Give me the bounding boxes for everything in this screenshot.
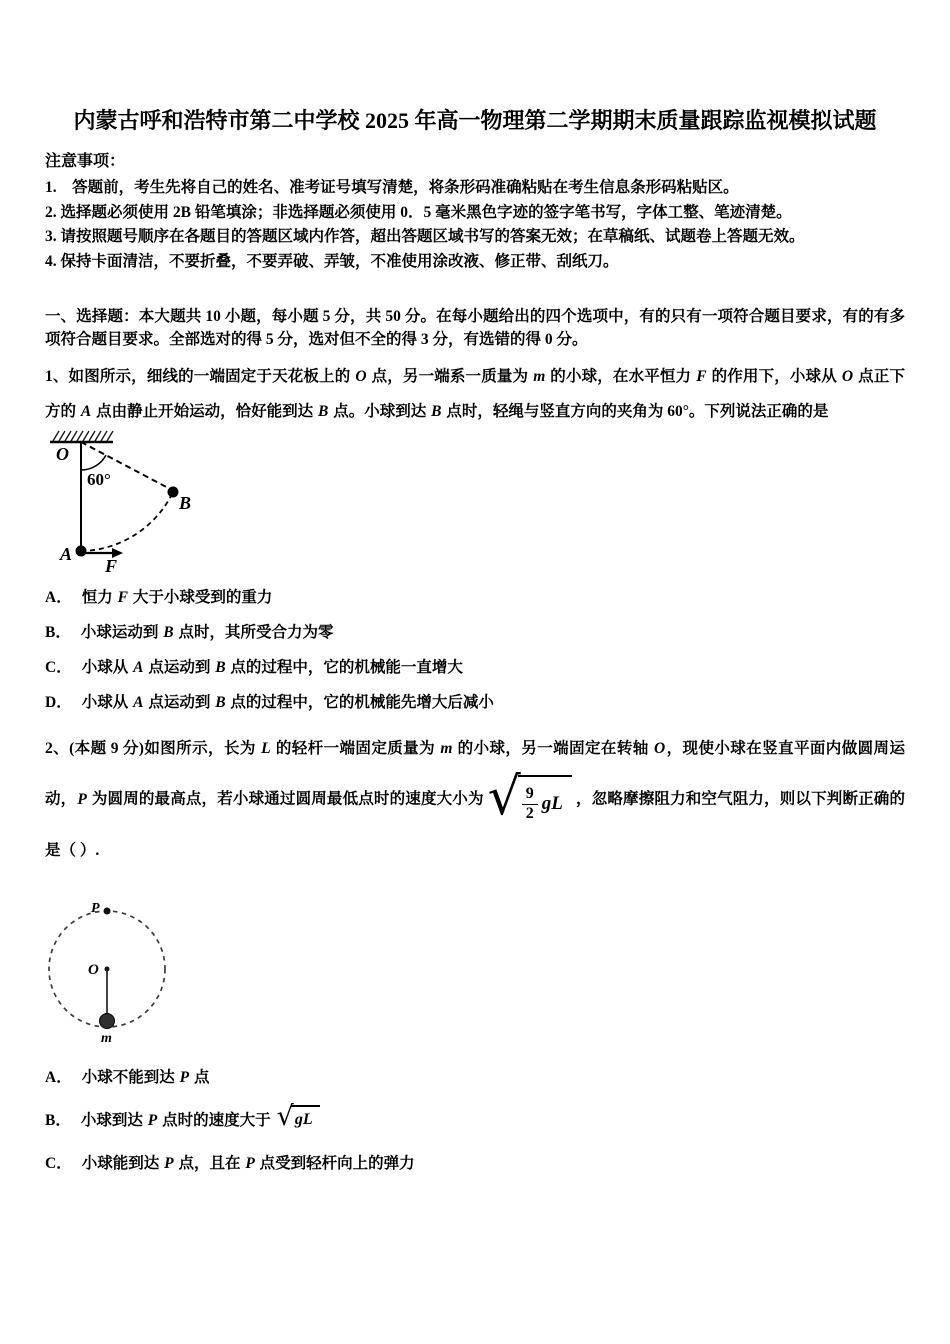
page-title: 内蒙古呼和浩特市第二中学校 2025 年高一物理第二学期期末质量跟踪监视模拟试题 <box>73 108 877 133</box>
formula-sqrt-9-over-2-gl <box>487 767 572 829</box>
option-label: A． <box>45 589 72 606</box>
option-text: 小球到达 P 点时的速度大于 <box>80 1112 271 1129</box>
point-p-label: P <box>91 901 100 916</box>
point-b-label: B <box>179 493 192 513</box>
fraction-numerator: 9 <box>522 786 538 805</box>
option-text: 小球运动到 B 点时，其所受合力为零 <box>80 624 334 641</box>
force-f-label: F <box>105 556 118 576</box>
notice-item: 3. 请按照题号顺序在各题目的答题区域内作答，超出答题区域书写的答案无效；在草稿纸、试题卷上答题无效。 <box>45 228 805 245</box>
option-text: 小球能到达 P 点，且在 P 点受到轻杆向上的弹力 <box>81 1155 415 1172</box>
notice-item: 2. 选择题必须使用 2B 铅笔填涂；非选择题必须使用 0．5 毫米黑色字迹的签字笔书写，字体工整、笔迹清楚。 <box>45 203 792 221</box>
radical-sign: √ <box>487 767 521 827</box>
ball-a <box>76 546 87 557</box>
option-label: B． <box>45 624 71 641</box>
ball-m <box>100 1014 115 1029</box>
option-text: 小球从 A 点运动到 B 点的过程中，它的机械能一直增大 <box>81 659 463 676</box>
point-p-dot <box>104 908 111 915</box>
option-text: 恒力 F 大于小球受到的重力 <box>81 589 273 606</box>
question-1-diagram <box>45 429 245 579</box>
ball-b <box>168 487 179 498</box>
question-2-text <box>45 727 905 873</box>
radicand <box>291 1105 320 1130</box>
option-text: 小球不能到达 P 点 <box>81 1069 210 1086</box>
radical-sign: √ <box>276 1101 294 1132</box>
question-1-text: 1、如图所示，细线的一端固定于天花板上的 O 点，另一端系一质量为 m 的小球，在水平恒力 F 的作用下，小球从 O 点正下方的 A 点由静止开始运动，恰好能到达 B 点。小球到达 B 点时，轻绳与竖直方向的夹角为 60°。下列说法正确的是 <box>45 368 905 420</box>
q1-option-c <box>45 657 905 678</box>
angle-label: 60° <box>87 470 111 489</box>
option-label: B． <box>45 1112 71 1129</box>
option-label: C． <box>45 659 72 676</box>
option-label: A． <box>45 1069 72 1086</box>
q2-option-c <box>45 1153 905 1174</box>
q1-option-b <box>45 622 905 643</box>
center-o-label: O <box>88 962 99 978</box>
option-label: D． <box>45 694 72 711</box>
section-1-heading: 一、选择题：本大题共 10 小题，每小题 5 分，共 50 分。在每小题给出的四个选项中，有的只有一项符合题目要求，有的有多项符合题目要求。全部选对的得 5 分，选对但不全的得 3 分，有选错的得 0 分。 <box>45 308 905 348</box>
angle-arc <box>81 455 106 470</box>
radicand <box>518 775 572 829</box>
ceiling-hatch <box>53 431 113 441</box>
formula-body: gL <box>541 793 563 814</box>
q2-option-b <box>45 1101 905 1134</box>
formula-sqrt-gl <box>277 1103 320 1130</box>
q2-text-after: ，忽略摩擦阻力和空气阻力，则以下判断正确的是（ ）. <box>45 790 905 859</box>
fraction-9-2 <box>522 786 538 823</box>
option-text: 小球从 A 点运动到 B 点的过程中，它的机械能先增大后减小 <box>81 694 494 711</box>
question-1-options <box>45 587 905 713</box>
ball-m-label: m <box>101 1031 112 1046</box>
q2-text-before: 2、(本题 9 分)如图所示，长为 L 的轻杆一端固定质量为 m 的小球，另一端固定在转轴 O，现使小球在竖直平面内做圆周运动，P 为圆周的最高点，若小球通过圆周最低点时的速度大小为 <box>45 740 905 808</box>
point-a-label: A <box>60 544 73 564</box>
notice-item: 1. 答题前，考生先将自己的姓名、准考证号填写清楚，将条形码准确粘贴在考生信息条形码粘贴区。 <box>45 179 739 196</box>
fraction-denominator: 2 <box>525 804 534 822</box>
notice-item: 4. 保持卡面清洁，不要折叠，不要弄破、弄皱，不准使用涂改液、修正带、刮纸刀。 <box>45 252 619 270</box>
option-label: C． <box>45 1155 72 1172</box>
q1-option-d <box>45 692 905 713</box>
question-2-diagram <box>45 899 195 1051</box>
question-2-options <box>45 1067 905 1174</box>
q2-option-a <box>45 1067 905 1088</box>
point-o-label: O <box>56 444 69 464</box>
trajectory-arc-dashed <box>81 492 173 551</box>
formula-body: gL <box>294 1111 313 1128</box>
notice-heading: 注意事项： <box>45 153 126 170</box>
q1-option-a <box>45 587 905 608</box>
notice-list <box>45 176 905 274</box>
